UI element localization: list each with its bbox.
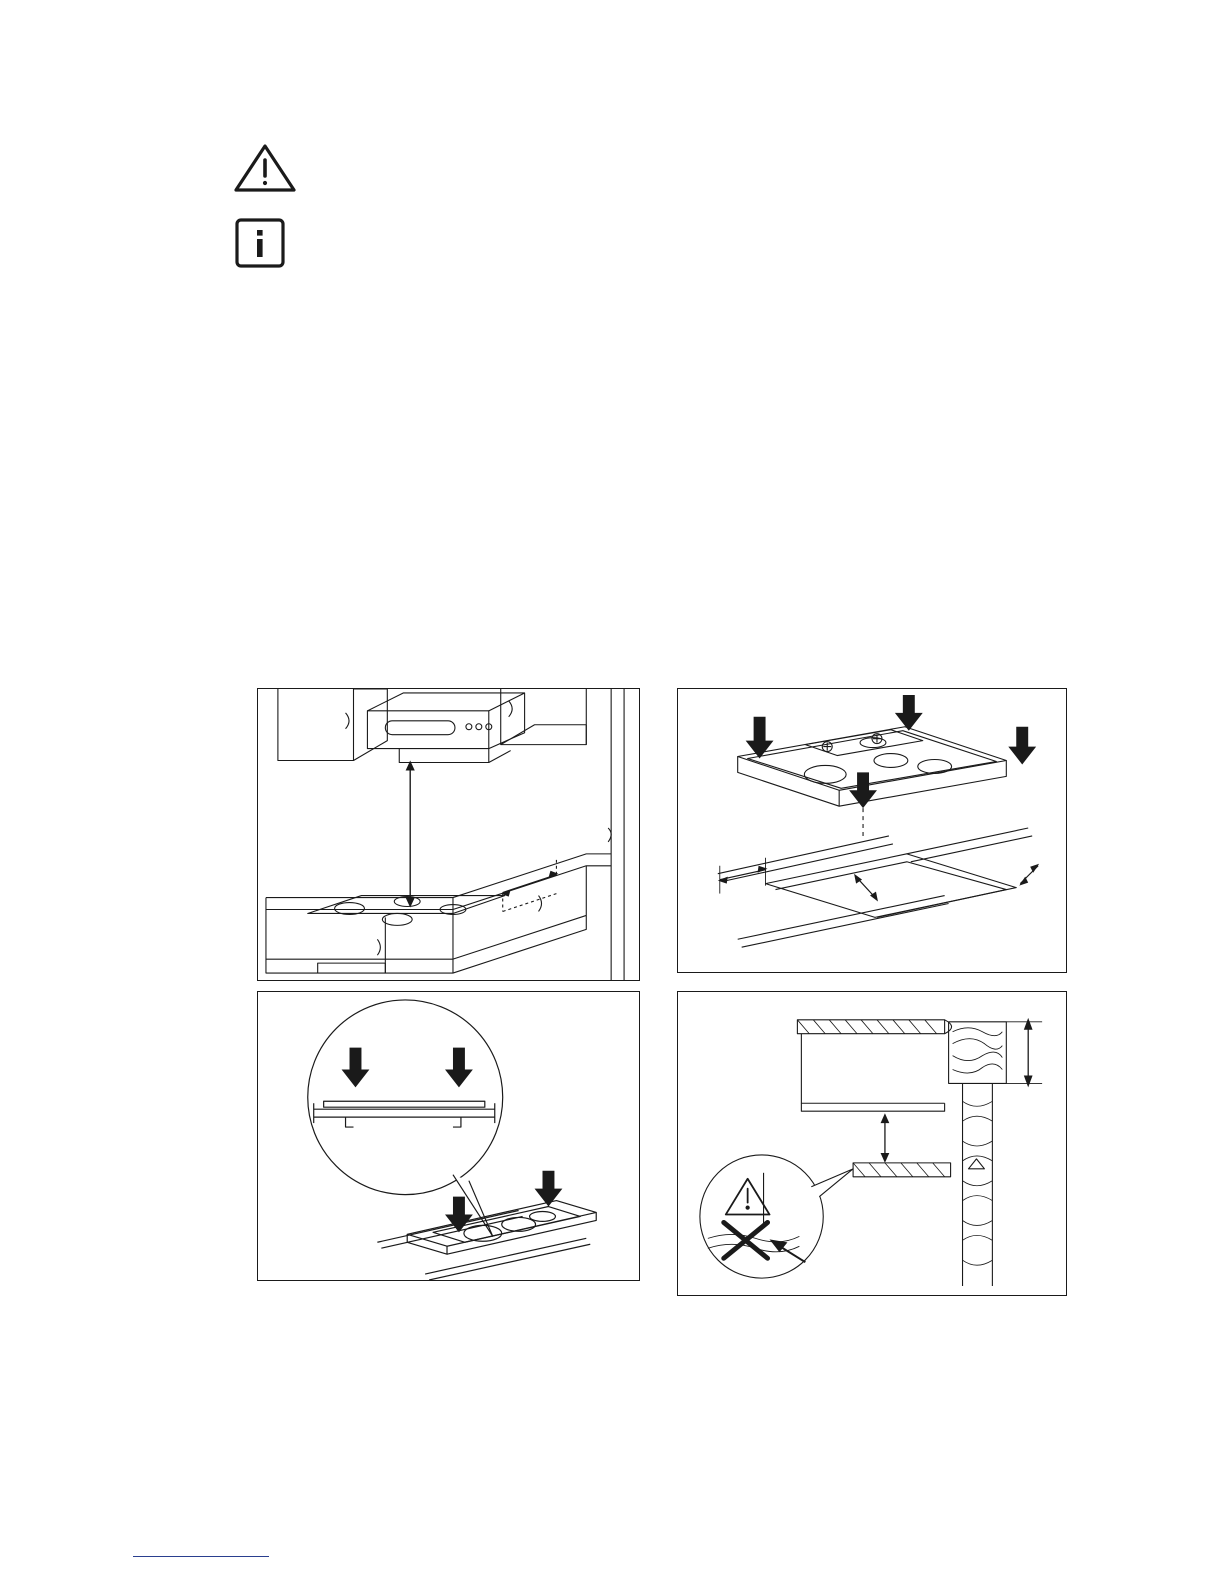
figure-caption — [258, 980, 259, 981]
symbol-legend — [232, 140, 352, 278]
figure-caption — [258, 1280, 259, 1281]
warning-symbol-row — [232, 140, 352, 202]
figure-caption — [678, 1295, 679, 1296]
hob-to-extractor-hood-distance-figure — [257, 688, 640, 981]
figure-caption — [678, 972, 679, 973]
warning-triangle-icon — [232, 140, 302, 196]
figure-grid — [257, 688, 1067, 1288]
information-symbol-label — [232, 272, 233, 273]
minimum-clearance-to-wall-and-cabinet-figure — [677, 991, 1067, 1296]
warning-symbol-label — [232, 196, 233, 197]
hob-sealing-and-clamping-detail-figure — [257, 991, 640, 1281]
footer-rule — [133, 1556, 269, 1557]
information-symbol-row — [232, 216, 352, 278]
footer-text — [0, 0, 1, 1]
information-icon — [232, 216, 302, 272]
worktop-cutout-dimensions-figure — [677, 688, 1067, 973]
